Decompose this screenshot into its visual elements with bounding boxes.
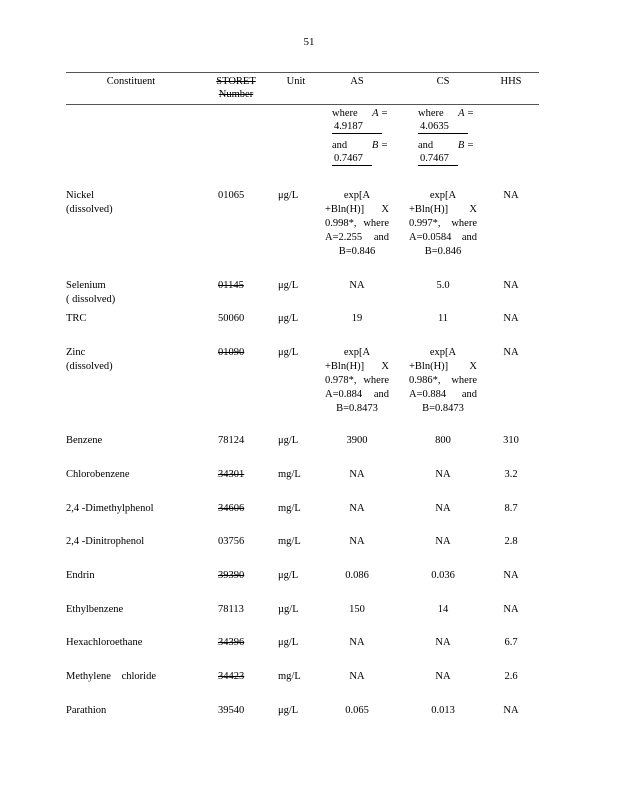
selenium-qualifier: ( dissolved) [66, 294, 116, 305]
dinitrophenol-cs: NA [435, 536, 451, 547]
endrin-storet: 39390 [218, 570, 245, 581]
chlorobenzene-as: NA [349, 469, 365, 480]
trc-as: 19 [351, 313, 363, 324]
parathion-as: 0.065 [345, 705, 369, 716]
trc-name: TRC [66, 313, 87, 324]
header-storet-line1: STORET [216, 76, 256, 87]
header-as: AS [350, 76, 364, 87]
row-zinc-name [66, 346, 218, 374]
selenium-storet: 01145 [218, 280, 244, 291]
chlorobenzene-storet: 34301 [218, 469, 245, 480]
header-top-rule [66, 72, 539, 73]
ethylbenzene-as: 150 [349, 604, 365, 615]
methylene-chloride-cs: NA [435, 671, 451, 682]
benzene-cs: 800 [435, 435, 451, 446]
trc-hhs: NA [503, 313, 519, 324]
methylene-chloride-as: NA [349, 671, 365, 682]
as-where: where [332, 108, 358, 119]
trc-unit: μg/L [278, 313, 299, 324]
cs-a-eq: A = [458, 108, 474, 119]
ethylbenzene-storet: 78113 [218, 604, 244, 615]
ethylbenzene-cs: 14 [437, 604, 449, 615]
nickel-hhs: NA [503, 190, 519, 201]
as-a-value: 4.9187 [332, 121, 382, 135]
trc-cs: 11 [437, 313, 449, 324]
nickel-cs-formula: exp[A +Bln(H)] X 0.997*, where A=0.0584 and B=0.846 [409, 190, 477, 257]
as-a-eq: A = [372, 108, 388, 119]
chlorobenzene-hhs: 3.2 [504, 469, 518, 480]
as-b-value: 0.7467 [332, 153, 372, 167]
hexachloroethane-unit: μg/L [278, 637, 299, 648]
cs-b-value: 0.7467 [418, 153, 458, 167]
methylene-chloride-hhs: 2.6 [504, 671, 518, 682]
zinc-storet: 01090 [218, 347, 245, 358]
header-hhs: HHS [500, 76, 522, 87]
selenium-cs: 5.0 [436, 280, 450, 291]
dinitrophenol-as: NA [349, 536, 365, 547]
endrin-unit: μg/L [278, 570, 299, 581]
endrin-as: 0.086 [345, 570, 369, 581]
endrin-hhs: NA [503, 570, 519, 581]
benzene-hhs: 310 [503, 435, 519, 446]
as-b-eq: B = [371, 140, 388, 151]
header-bottom-rule [66, 104, 539, 105]
dinitrophenol-name: 2,4 -Dinitrophenol [66, 536, 145, 547]
as-and: and [332, 140, 348, 151]
hexachloroethane-cs: NA [435, 637, 451, 648]
ethylbenzene-unit: µg/L [278, 604, 299, 615]
cs-b-eq: B = [457, 140, 474, 151]
parathion-name: Parathion [66, 705, 107, 716]
benzene-as: 3900 [346, 435, 368, 446]
benzene-name: Benzene [66, 435, 103, 446]
zinc-qualifier: (dissolved) [66, 361, 113, 372]
zinc-name: Zinc [66, 347, 86, 358]
dinitrophenol-unit: mg/L [278, 536, 301, 547]
selenium-hhs: NA [503, 280, 519, 291]
parathion-unit: μg/L [278, 705, 299, 716]
header-storet-line2: Number [218, 89, 254, 100]
dimethylphenol-hhs: 8.7 [504, 503, 518, 514]
zinc-cs-formula: exp[A +Bln(H)] X 0.986*, where A=0.884 and B=0.8473 [409, 347, 477, 414]
dimethylphenol-cs: NA [435, 503, 451, 514]
cs-where: where [418, 108, 444, 119]
chlorobenzene-cs: NA [435, 469, 451, 480]
endrin-name: Endrin [66, 570, 95, 581]
header-constituent: Constituent [106, 76, 156, 87]
row-nickel-name [66, 189, 218, 217]
header-cs: CS [436, 76, 450, 87]
zinc-as-formula: exp[A +Bln(H)] X 0.978*, where A=0.884 and B=0.8473 [325, 347, 389, 414]
nickel-as-formula: exp[A +Bln(H)] X 0.998*, where A=2.255 and B=0.846 [325, 190, 389, 257]
selenium-as: NA [349, 280, 365, 291]
hexachloroethane-as: NA [349, 637, 365, 648]
header-unit: Unit [286, 76, 306, 87]
methylene-word: Methylene [66, 671, 111, 682]
hexachloroethane-storet: 34396 [218, 637, 245, 648]
hexachloroethane-name: Hexachloroethane [66, 637, 143, 648]
dimethylphenol-name: 2,4 -Dimethylphenol [66, 503, 154, 514]
selenium-unit: μg/L [278, 280, 299, 291]
parathion-hhs: NA [503, 705, 519, 716]
benzene-storet: 78124 [218, 435, 245, 446]
cs-a-value: 4.0635 [418, 121, 468, 135]
cs-parameters [418, 108, 474, 166]
endrin-cs: 0.036 [431, 570, 455, 581]
ethylbenzene-hhs: NA [503, 604, 519, 615]
dimethylphenol-as: NA [349, 503, 365, 514]
nickel-qualifier: (dissolved) [66, 204, 113, 215]
chlorobenzene-unit: mg/L [278, 469, 301, 480]
trc-storet: 50060 [218, 313, 245, 324]
benzene-unit: μg/L [278, 435, 299, 446]
as-parameters [332, 108, 388, 166]
nickel-unit: μg/L [278, 190, 299, 201]
chlorobenzene-name: Chlorobenzene [66, 469, 130, 480]
header-storet [211, 75, 261, 101]
dinitrophenol-hhs: 2.8 [504, 536, 518, 547]
row-selenium-name [66, 279, 218, 307]
selenium-name: Selenium [66, 280, 106, 291]
dinitrophenol-storet: 03756 [218, 536, 245, 547]
zinc-hhs: NA [503, 347, 519, 358]
chloride-word: chloride [121, 671, 156, 682]
dimethylphenol-unit: mg/L [278, 503, 301, 514]
nickel-name: Nickel [66, 190, 94, 201]
hexachloroethane-hhs: 6.7 [504, 637, 518, 648]
parathion-cs: 0.013 [431, 705, 455, 716]
methylene-chloride-unit: mg/L [278, 671, 301, 682]
nickel-storet: 01065 [218, 190, 245, 201]
parathion-storet: 39540 [218, 705, 245, 716]
page-number: 51 [303, 36, 315, 48]
methylene-chloride-storet: 34423 [218, 671, 245, 682]
zinc-unit: μg/L [278, 347, 299, 358]
methylene-chloride-name [66, 670, 156, 684]
ethylbenzene-name: Ethylbenzene [66, 604, 124, 615]
cs-and: and [418, 140, 434, 151]
dimethylphenol-storet: 34606 [218, 503, 245, 514]
